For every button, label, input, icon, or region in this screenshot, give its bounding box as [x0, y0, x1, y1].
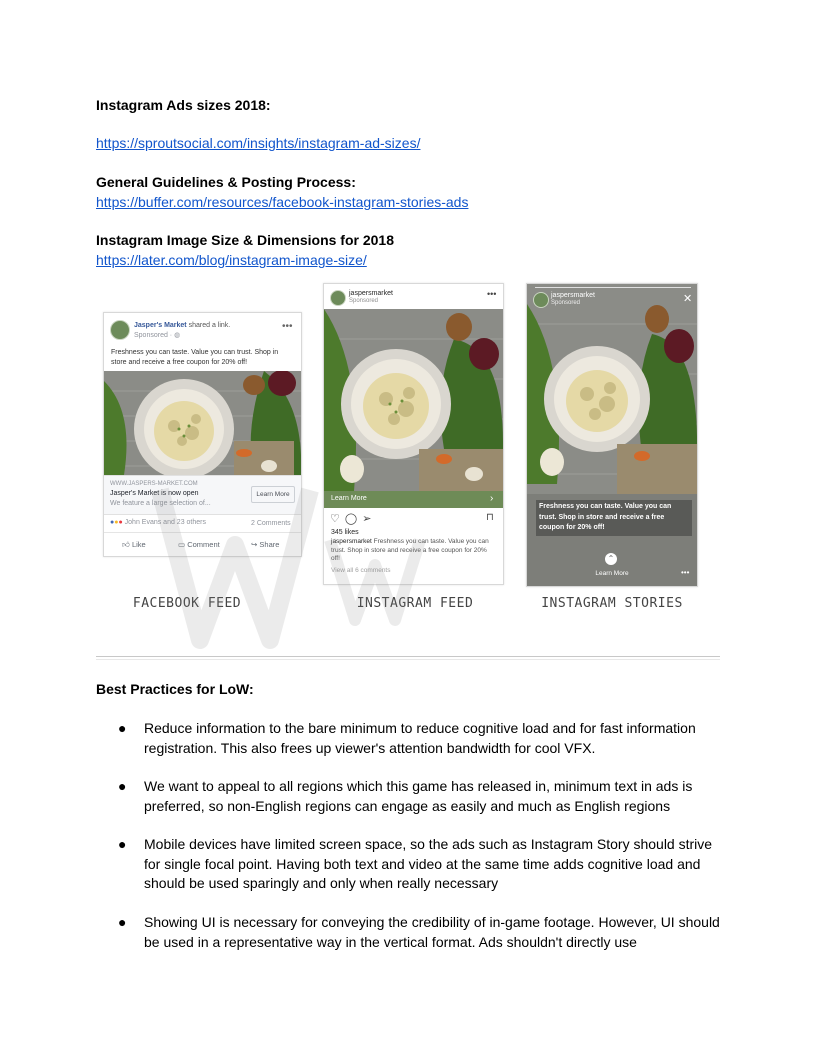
fb-page-name[interactable]: Jasper's Market [134, 322, 187, 329]
food-photo-illustration [527, 284, 697, 586]
ig-feed-caption-body: Freshness you can taste. Value you can trust. Shop in store and receive a free coupon for 20% off! [331, 538, 489, 562]
bullet-icon: ● [118, 778, 127, 794]
best-practice-item: Reduce information to the bare minimum to reduce cognitive load and for fast information registration. This also frees up viewer's attention bandwidth for cool VFX. [144, 720, 696, 756]
food-photo-illustration [324, 309, 503, 491]
bookmark-icon[interactable]: ⊓ [486, 512, 494, 523]
ads-sizes-link[interactable]: https://sproutsocial.com/insights/instagram-ad-sizes/ [96, 135, 421, 151]
more-options-icon[interactable]: ••• [681, 568, 690, 577]
best-practice-item: We want to appeal to all regions which this game has released in, minimum text in ads is preferred, so non-English regions can engage as easily and much as English regions [144, 778, 693, 814]
chevron-right-icon: › [490, 493, 494, 504]
ig-stories-account[interactable]: jaspersmarket [551, 292, 595, 299]
ig-stories-overlay-text: Freshness you can taste. Value you can trust. Shop in store and receive a free coupon for 20% off! [536, 500, 692, 536]
avatar [110, 320, 130, 340]
ig-feed-likes[interactable]: 345 likes [331, 529, 359, 536]
instagram-feed-caption: INSTAGRAM FEED [356, 596, 474, 611]
fb-comment-label: Comment [187, 540, 220, 549]
image-size-link[interactable]: https://later.com/blog/instagram-image-size/ [96, 252, 367, 268]
ig-stories-sponsored: Sponsored [551, 300, 581, 306]
more-options-icon[interactable]: ••• [487, 289, 497, 299]
chevron-up-icon[interactable]: ⌃ [605, 553, 617, 565]
instagram-stories-caption: INSTAGRAM STORIES [541, 596, 683, 611]
best-practice-item: Showing UI is necessary for conveying the credibility of in-game footage. However, UI should be used in a representative way in the vertical format. Ads shouldn't directly use [144, 914, 720, 950]
ig-feed-view-comments[interactable]: View all 6 comments [331, 567, 391, 574]
fb-learn-more-button[interactable]: Learn More [251, 486, 295, 503]
horizontal-divider [96, 656, 720, 660]
close-icon[interactable]: ✕ [683, 293, 693, 305]
guidelines-heading: General Guidelines & Posting Process: [96, 174, 356, 190]
food-photo [104, 371, 301, 475]
comment-icon[interactable]: ◯ [344, 513, 363, 525]
more-options-icon[interactable]: ••• [282, 321, 293, 332]
facebook-feed-caption: FACEBOOK FEED [132, 596, 242, 611]
guidelines-link[interactable]: https://buffer.com/resources/facebook-instagram-stories-ads [96, 194, 469, 210]
ads-sizes-heading: Instagram Ads sizes 2018: [96, 97, 271, 113]
ig-feed-sponsored: Sponsored [349, 298, 379, 304]
comment-icon: ▭ [178, 540, 186, 549]
ig-feed-account[interactable]: jaspersmarket [349, 290, 393, 297]
reaction-icons: ●●● [110, 519, 123, 526]
image-size-heading: Instagram Image Size & Dimensions for 2018 [96, 232, 394, 248]
globe-icon: ◍ [174, 332, 181, 339]
ig-feed-learn-more-label: Learn More [331, 495, 367, 502]
send-icon[interactable]: ➢ [362, 513, 377, 525]
food-photo-illustration [104, 371, 301, 475]
fb-post-body: Freshness you can taste. Value you can trust. Shop in store and receive a free coupon for 20% off! [111, 349, 279, 366]
instagram-stories-mockup [526, 283, 698, 587]
ig-feed-caption-account[interactable]: jaspersmarket [331, 538, 372, 545]
food-photo [527, 284, 697, 586]
heart-icon[interactable]: ♡ [330, 513, 345, 525]
story-progress-bar [535, 287, 691, 288]
fb-share-label: Share [259, 540, 280, 549]
fb-link-domain: WWW.JASPERS-MARKET.COM [110, 481, 198, 487]
bullet-icon: ● [118, 914, 127, 930]
bullet-icon: ● [118, 836, 127, 852]
avatar [330, 290, 346, 306]
fb-link-title: Jasper's Market is now open [110, 490, 199, 497]
best-practices-heading: Best Practices for LoW: [96, 681, 254, 697]
fb-reactions-text[interactable]: John Evans and 23 others [124, 519, 206, 526]
bullet-icon: ● [118, 720, 127, 736]
food-photo [324, 309, 503, 491]
fb-comments-count[interactable]: 2 Comments [251, 520, 291, 527]
fb-like-label: Like [131, 540, 146, 549]
fb-link-desc: We feature a large selection of... [110, 500, 211, 507]
fb-sponsored: Sponsored · [134, 332, 175, 339]
best-practice-item: Mobile devices have limited screen space, so the ads such as Instagram Story should strive for single focal point. Having both text and video at the same time adds cognitive load and should be used sparingly and only when really necessary [144, 836, 713, 891]
watermark-logo [140, 470, 470, 670]
thumbs-up-icon: 👍︎ [122, 540, 130, 549]
fb-shared-text: shared a link. [188, 322, 231, 329]
avatar [533, 292, 549, 308]
share-icon: ↪ [251, 540, 258, 549]
ig-stories-learn-more[interactable]: Learn More [595, 570, 629, 577]
